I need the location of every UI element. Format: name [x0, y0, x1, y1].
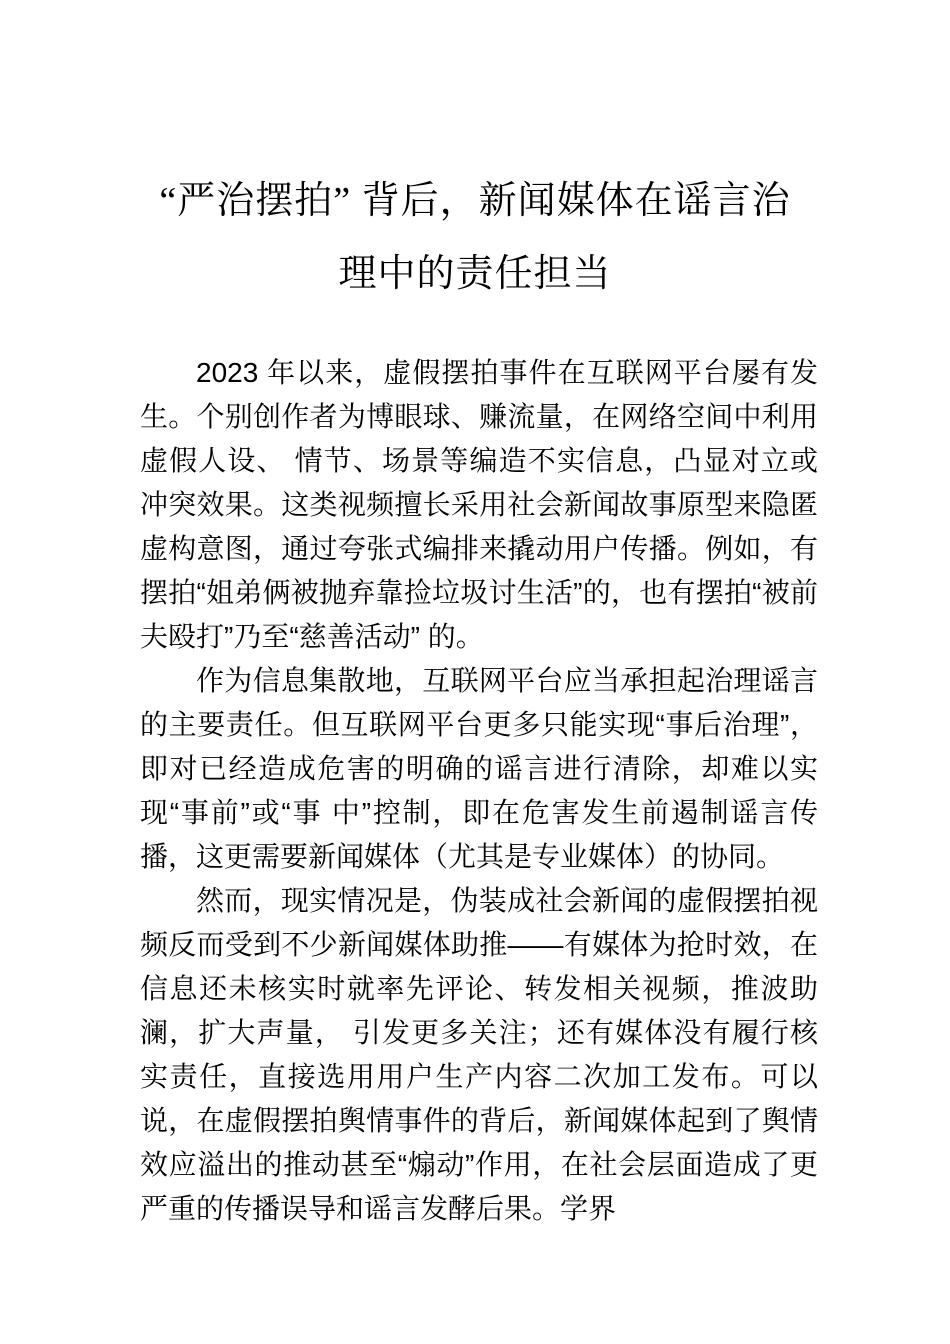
- paragraph-2: 作为信息集散地，互联网平台应当承担起治理谣言的主要责任。但互联网平台更多只能实现“事后治理”，即对已经造成危害的明确的谣言进行清除，却难以实现“事前”或“事 中”控制，即在危害发生前遏制谣言传播，这更需要新闻媒体（尤其是专业媒体）的协同。: [140, 665, 818, 872]
- title-line-1: “严治摆拍” 背后，新闻媒体在谣言治: [159, 180, 791, 222]
- document-title: [0, 0, 950, 311]
- title-line-2: 理中的责任担当: [338, 253, 612, 295]
- paragraph-3: 然而，现实情况是，伪装成社会新闻的虚假摆拍视频反而受到不少新闻媒体助推——有媒体为抢时效，在信息还未核实时就率先评论、转发相关视频，推波助澜，扩大声量， 引发更多关注；还有媒体没有履行核实责任，直接选用用户生产内容二次加工发布。可以说，在虚假摆拍舆情事件的背后，新闻媒体起到了舆情效应溢出的推动甚至“煽动”作用，在社会层面造成了更严重的传播误导和谣言发酵后果。学界: [140, 885, 818, 1224]
- paragraph-1: 2023 年以来，虚假摆拍事件在互联网平台屡有发生。个别创作者为博眼球、赚流量，在网络空间中利用虚假人设、 情节、场景等编造不实信息，凸显对立或冲突效果。这类视频擅长采用社会新闻故事原型来隐匿虚构意图，通过夸张式编排来撬动用户传播。例如，有摆拍“姐弟俩被抛弃靠捡垃圾讨生活”的，也有摆拍“被前夫殴打”乃至“慈善活动” 的。: [140, 357, 818, 652]
- document-body: [0, 311, 950, 1231]
